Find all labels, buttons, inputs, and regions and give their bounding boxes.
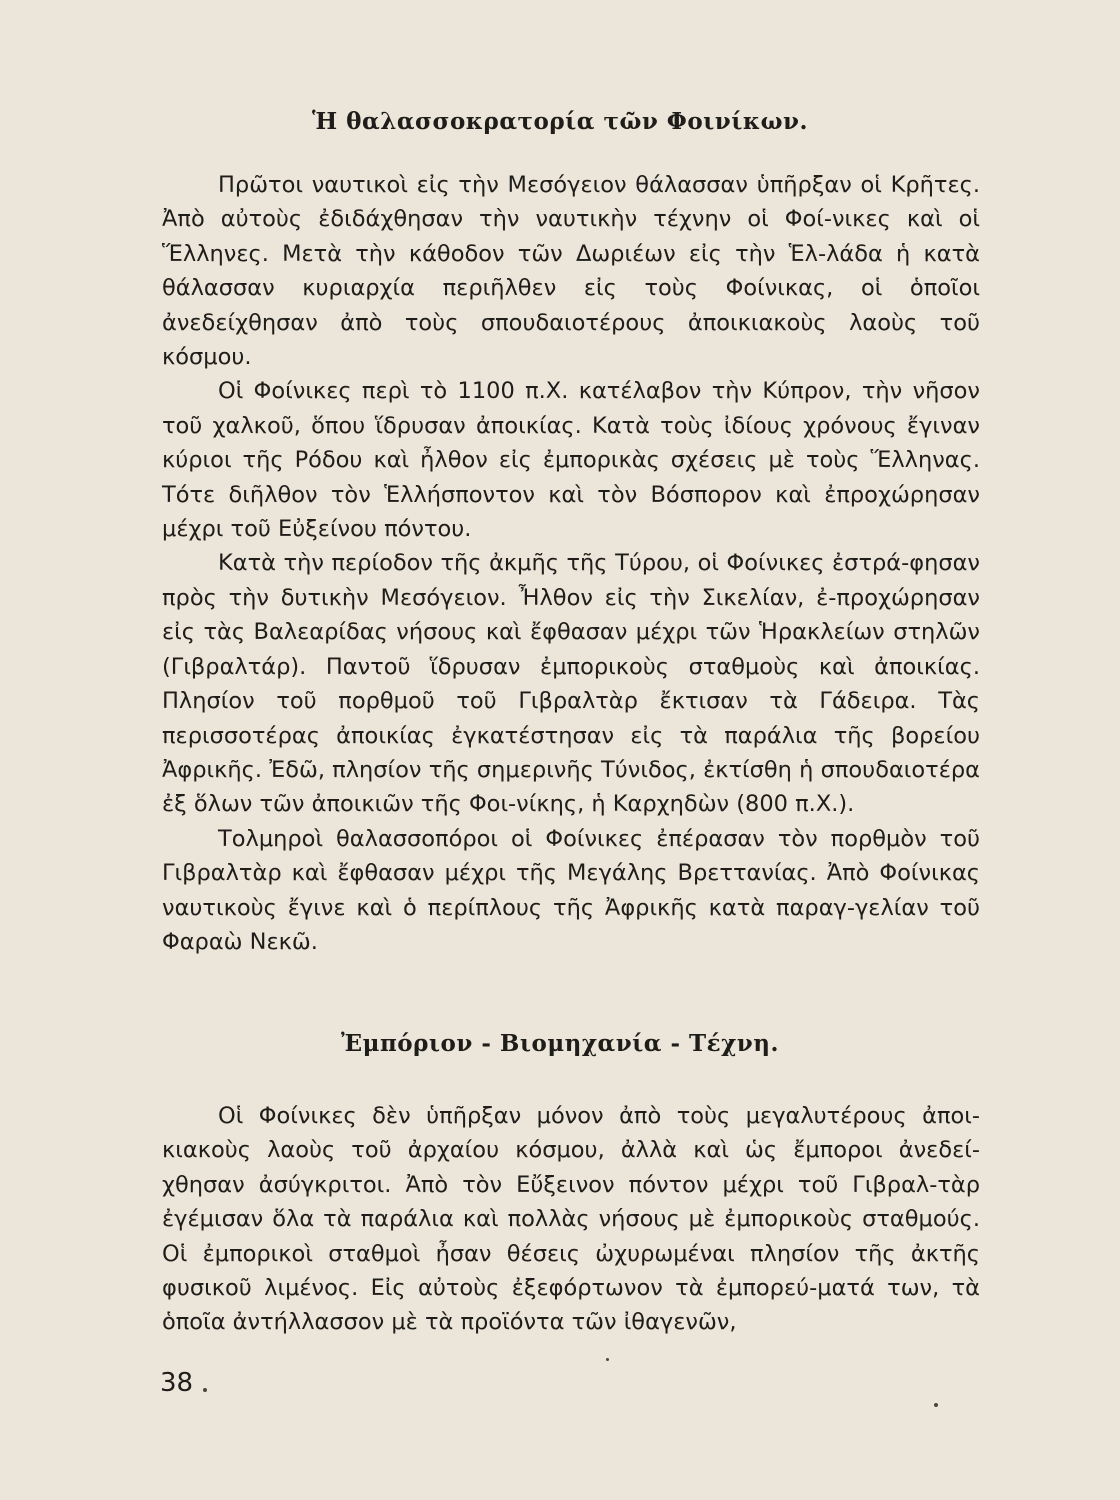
paragraph: Πρῶτοι ναυτικοὶ εἰς τὴν Μεσόγειον θάλασσαν ὑπῆρξαν οἱ Κρῆτες. Ἀπὸ αὐτοὺς ἐδιδάχθησαν τὴν ναυτικὴν τέχνην οἱ Φοί-νικες καὶ οἱ Ἕλληνες. Μετὰ τὴν κάθοδον τῶν Δωριέων εἰς τὴν Ἑλ-λάδα ἡ κατὰ θάλασσαν κυριαρχία περιῆλθεν εἰς τοὺς Φοίνικας, οἱ ὁποῖοι ἀνεδείχθησαν ἀπὸ τοὺς σπουδαιοτέρους ἀποικιακοὺς λαοὺς τοῦ κόσμου. <box>162 172 980 371</box>
print-speck <box>606 1358 609 1361</box>
paragraph: Οἱ Φοίνικες δὲν ὑπῆρξαν μόνον ἀπὸ τοὺς μεγαλυτέρους ἀποι-κιακοὺς λαοὺς τοῦ ἀρχαίου κόσμου, ἀλλὰ καὶ ὡς ἔμποροι ἀνεδεί-χθησαν ἀσύγκριτοι. Ἀπὸ τὸν Εὔξεινον πόντον μέχρι τοῦ Γιβραλ-τὰρ ἐγέμισαν ὅλα τὰ παράλια καὶ πολλὰς νήσους μὲ ἐμπορικοὺς σταθμούς. Οἱ ἐμπορικοὶ σταθμοὶ ἦσαν θέσεις ὠχυρωμέναι πλησίον τῆς ἀκτῆς φυσικοῦ λιμένος. Εἰς αὐτοὺς ἐξεφόρτωνον τὰ ἐμπορεύ-ματά των, τὰ ὁποῖα ἀντήλλασσον μὲ τὰ προϊόντα τῶν ἰθαγενῶν, <box>162 1103 980 1336</box>
section-body-thalassocracy <box>162 168 980 959</box>
paragraph: Κατὰ τὴν περίοδον τῆς ἀκμῆς τῆς Τύρου, οἱ Φοίνικες ἐστρά-φησαν πρὸς τὴν δυτικὴν Μεσόγειον. Ἦλθον εἰς τὴν Σικελίαν, ἐ-προχώρησαν εἰς τὰς Βαλεαρίδας νήσους καὶ ἔφθασαν μέχρι τῶν Ἡρακλείων στηλῶν (Γιβραλτάρ). Παντοῦ ἵδρυσαν ἐμπορικοὺς σταθμοὺς καὶ ἀποικίας. Πλησίον τοῦ πορθμοῦ τοῦ Γιβραλτὰρ ἔκτισαν τὰ Γάδειρα. Τὰς περισσοτέρας ἀποικίας ἐγκατέστησαν εἰς τὰ παράλια τῆς βορείου Ἀφρικῆς. Ἐδῶ, πλησίον τῆς σημερινῆς Τύνιδος, ἐκτίσθη ἡ σπουδαιοτέρα ἐξ ὅλων τῶν ἀποικιῶν τῆς Φοι-νίκης, ἡ Καρχηδὼν (800 π.Χ.). <box>162 550 980 818</box>
section-body-commerce <box>162 1099 980 1340</box>
section-heading-thalassocracy: Ἡ θαλασσοκρατορία τῶν Φοινίκων. <box>311 108 809 135</box>
print-speck <box>934 1403 938 1407</box>
paragraph: Τολμηροὶ θαλασσοπόροι οἱ Φοίνικες ἐπέρασαν τὸν πορθμὸν τοῦ Γιβραλτὰρ καὶ ἔφθασαν μέχρι τῆς Μεγάλης Βρεττανίας. Ἀπὸ Φοίνικας ναυτικοὺς ἔγινε καὶ ὁ περίπλους τῆς Ἀφρικῆς κατὰ παραγ-γελίαν τοῦ Φαραὼ Νεκῶ. <box>162 825 980 955</box>
paragraph: Οἱ Φοίνικες περὶ τὸ 1100 π.Χ. κατέλαβον τὴν Κύπρον, τὴν νῆσον τοῦ χαλκοῦ, ὅπου ἵδρυσαν ἀποικίας. Κατὰ τοὺς ἰδίους χρόνους ἔγιναν κύριοι τῆς Ρόδου καὶ ἦλθον εἰς ἐμπορικὰς σχέσεις μὲ τοὺς Ἕλληνας. Τότε διῆλθον τὸν Ἑλλήσποντον καὶ τὸν Βόσπορον καὶ ἐπροχώρησαν μέχρι τοῦ Εὐξείνου πόντου. <box>162 378 980 543</box>
print-speck <box>203 1388 207 1392</box>
section-heading-commerce: Ἐμπόριον - Βιομηχανία - Τέχνη. <box>341 1030 779 1057</box>
page-number: 38 <box>160 1368 194 1398</box>
